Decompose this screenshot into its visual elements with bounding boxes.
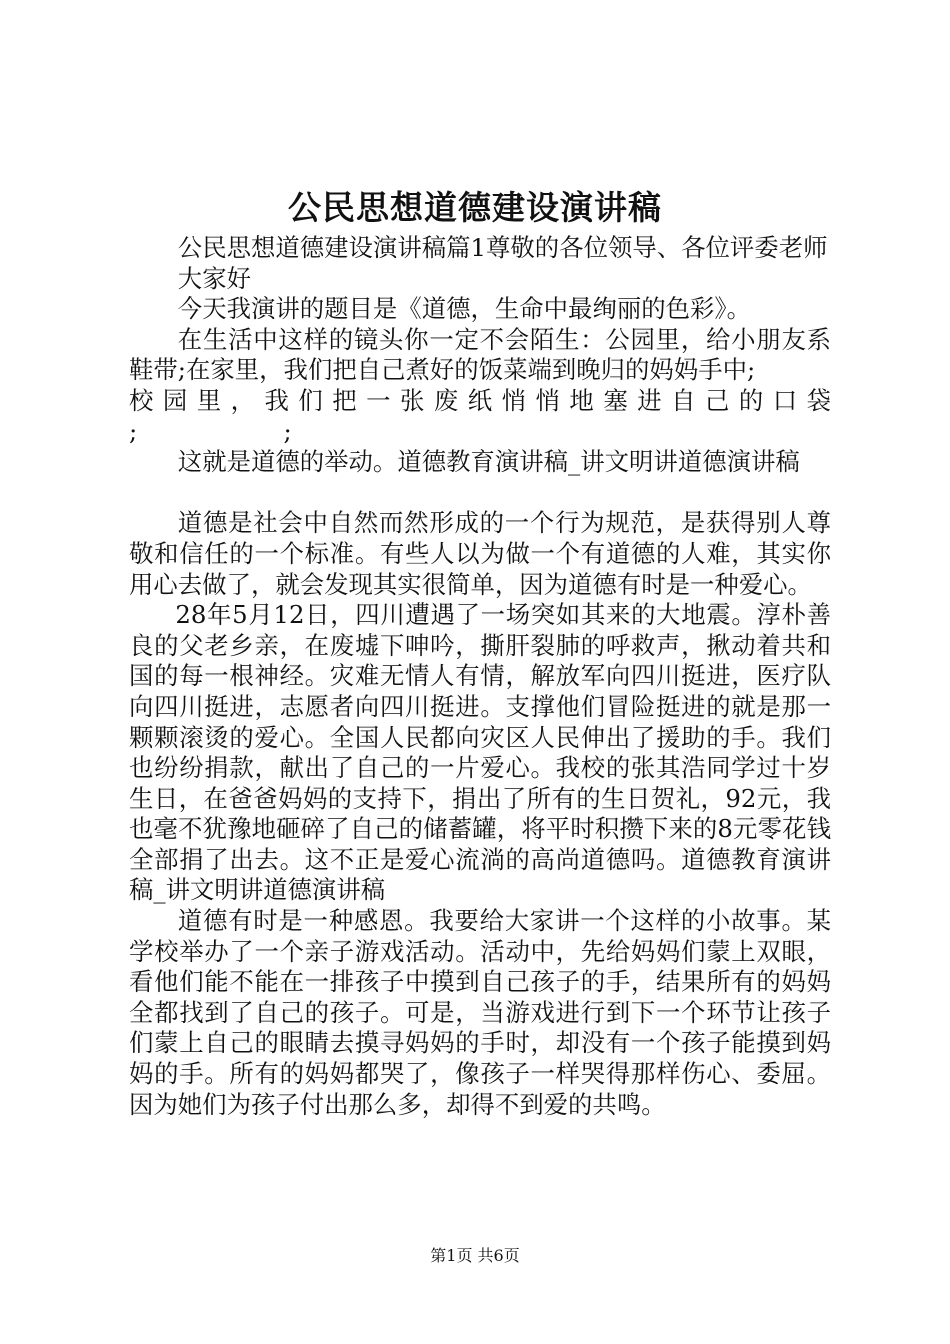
paragraph-speech-topic: 今天我演讲的题目是《道德，生命中最绚丽的色彩》。 xyxy=(177,294,751,324)
document-body xyxy=(129,233,831,1120)
paragraph-campus-scene: 校园里，我们把一张废纸悄悄地塞进自己的口袋 xyxy=(129,385,831,415)
paragraph-gratitude-story: 道德有时是一种感恩。我要给大家讲一个这样的小故事。某学校举办了一个亲子游戏活动。活动中，先给妈妈们蒙上双眼，看他们能不能在一排孩子中摸到自己孩子的手，结果所有的妈妈全都找到了自己的孩子。可是，当游戏进行到下一个环节让孩子们蒙上自己的眼睛去摸寻妈妈的手时，却没有一个孩子能摸到妈妈的手。所有的妈妈都哭了，像孩子一样哭得那样伤心、委屈。因为她们为孩子付出那么多，却得不到爱的共鸣。 xyxy=(129,906,831,1119)
paragraph-earthquake: 28年5月12日，四川遭遇了一场突如其来的大地震。淳朴善良的父老乡亲，在废墟下呻吟，撕肝裂肺的呼救声，揪动着共和国的每一根神经。灾难无情人有情，解放军向四川挺进，医疗队向四川挺进，志愿者向四川挺进。支撑他们冒险挺进的就是那一颗颗滚烫的爱心。全国人民都向灾区人民伸出了援助的手。我们也纷纷捐款，献出了自己的一片爱心。我校的张其浩同学过十岁生日，在爸爸妈妈的支持下，捐出了所有的生日贺礼，92元，我也毫不犹豫地砸碎了自己的储蓄罐，将平时积攒下来的8元零花钱全部捐了出去。这不正是爱心流淌的高尚道德吗。道德教育演讲稿_讲文明讲道德演讲稿 xyxy=(129,600,831,905)
paragraph-separator: ; ; xyxy=(129,416,292,446)
paragraph-salutation: 大家好 xyxy=(177,263,251,293)
page-number-footer: 第1页 共6页 xyxy=(430,1246,520,1265)
paragraph-greeting-line: 公民思想道德建设演讲稿篇1尊敬的各位领导、各位评委老师 xyxy=(177,233,828,262)
paragraph-moral-action: 这就是道德的举动。道德教育演讲稿_讲文明讲道德演讲稿 xyxy=(177,447,800,477)
paragraph-daily-scenes: 在生活中这样的镜头你一定不会陌生：公园里，给小朋友系鞋带;在家里，我们把自己煮好的饭菜端到晚归的妈妈手中; xyxy=(129,324,831,385)
document-title: 公民思想道德建设演讲稿 xyxy=(288,188,662,227)
paragraph-moral-definition: 道德是社会中自然而然形成的一个行为规范，是获得别人尊敬和信任的一个标准。有些人以为做一个有道德的人难，其实你用心去做了，就会发现其实很简单，因为道德有时是一种爱心。 xyxy=(129,508,831,599)
paragraph-blank xyxy=(129,478,831,509)
